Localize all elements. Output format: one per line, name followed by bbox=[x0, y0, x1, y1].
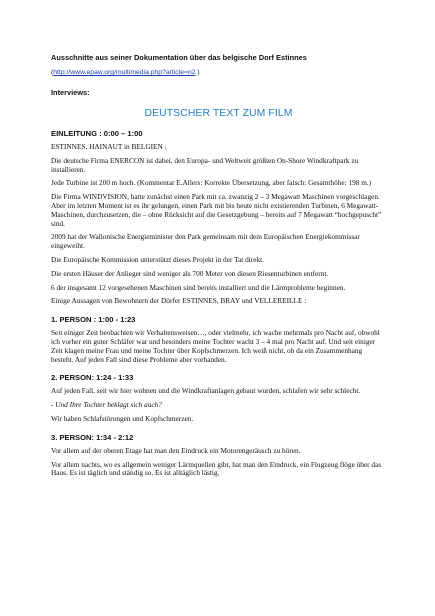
section-heading-person-2: 2. PERSON: 1:24 - 1:33 bbox=[51, 373, 134, 383]
person-2-paragraph: Wir haben Schlafstörungen und Kopfschmerzen. bbox=[51, 413, 194, 423]
person-3-paragraph: Vor allem nachts, wo es allgemein weniger Lärmquellen gibt, hat man den Eindruck, ein Flugzeug flöge über das Haus. Es ist täglich und ständig so. Es ist alltäglich lästig. bbox=[51, 459, 382, 478]
intro-paragraph: Die ersten Häuser der Anlieger sind weniger als 700 Meter von diesen Riesenturbinen entfernt. bbox=[51, 268, 329, 278]
intro-paragraph: Die deutsche Firma ENERCON ist dabei, den Europa- und Weltweit größten On-Shore Windkraftpark zu installieren. bbox=[51, 155, 359, 174]
intro-paragraph: Einige Aussagen von Bewohnern der Dörfer ESTINNES, BRAY und VELLEREILLE : bbox=[51, 296, 307, 306]
person-2-question: - Und Ihre Tochter beklagt sich auch? bbox=[51, 400, 162, 410]
person-1-paragraph: Seit einiger Zeit beobachten wir Verhaltensweisen…, oder vielmehr, ich wache mehrmals pro Nacht auf, obwohl ich vorher ein guter Schläfer war und besonders meine Tochter wacht 3 – 4 mal pro Nacht auf. Und seit einiger Zeit klagen meine Frau und meine Tochter über Kopfschmerzen. Ich weiß nicht, ob da ein Zusammenhang besteht. Auf jeden Fall sind diese Probleme aber vorhanden. bbox=[51, 328, 380, 364]
link-close-paren: ) bbox=[195, 69, 200, 76]
section-heading-person-3: 3. PERSON: 1:34 - 2:12 bbox=[51, 432, 134, 442]
person-2-paragraph: Auf jeden Fall, seit wir hier wohnen und die Windkraftanlagen gebaut wurden, schlafen wir sehr schlecht. bbox=[51, 386, 361, 396]
intro-paragraph: Die Firma WINDVISION, hatte zunächst einen Park mit ca. zwanzig 2 – 3 Megawatt Maschinen vorgeschlagen. Aber im letzten Moment ist es ihr gelungen, einen Park mit bis heute nicht existierenden Turbinen, 6 Megawatt-Maschinen, durchzusetzen, die – ohne Rücksicht auf die Gesetzgebung – bereits auf 7 Megawatt “hochgepuscht” sind. bbox=[51, 192, 382, 228]
person-3-paragraph: Vor allem auf der oberen Etage hat man den Eindruck ein Motorengeräusch zu hören. bbox=[51, 445, 301, 455]
film-title: DEUTSCHER TEXT ZUM FILM bbox=[144, 108, 293, 119]
intro-paragraph: Jede Turbine ist 200 m hoch. (Kommentar E.Allers: Korrekte Übersetzung, aber falsch: Gesamthöhe: 198 m.) bbox=[51, 178, 372, 188]
intro-paragraph: ESTINNES, HAINAUT in BELGIEN : bbox=[51, 142, 167, 151]
document-title: Ausschnitte aus seiner Dokumentation über das belgische Dorf Estinnes bbox=[51, 53, 307, 62]
intro-paragraph: Die Europäische Kommission unterstützt dieses Projekt in der Tat direkt. bbox=[51, 254, 264, 264]
document-content bbox=[51, 53, 386, 478]
intro-paragraph: 2009 hat der Wallonische Energieminister den Park gemeinsam mit dem Europäischen Energiekommissar eingeweiht. bbox=[51, 232, 360, 251]
section-heading-intro: EINLEITUNG : 0:00 – 1:00 bbox=[51, 129, 143, 138]
source-link-line bbox=[51, 68, 386, 77]
source-link[interactable]: http://www.epaw.org/multimedia.php?article=n2 bbox=[53, 69, 196, 76]
link-open-paren: ( bbox=[51, 69, 54, 76]
interviews-label: Interviews: bbox=[51, 88, 90, 97]
section-heading-person-1: 1. PERSON : 1:00 - 1:23 bbox=[51, 315, 136, 325]
intro-paragraph: 6 der insgesamt 12 vorgesehenen Maschinen sind bereits installiert und die Lärmprobleme beginnen. bbox=[51, 282, 346, 292]
